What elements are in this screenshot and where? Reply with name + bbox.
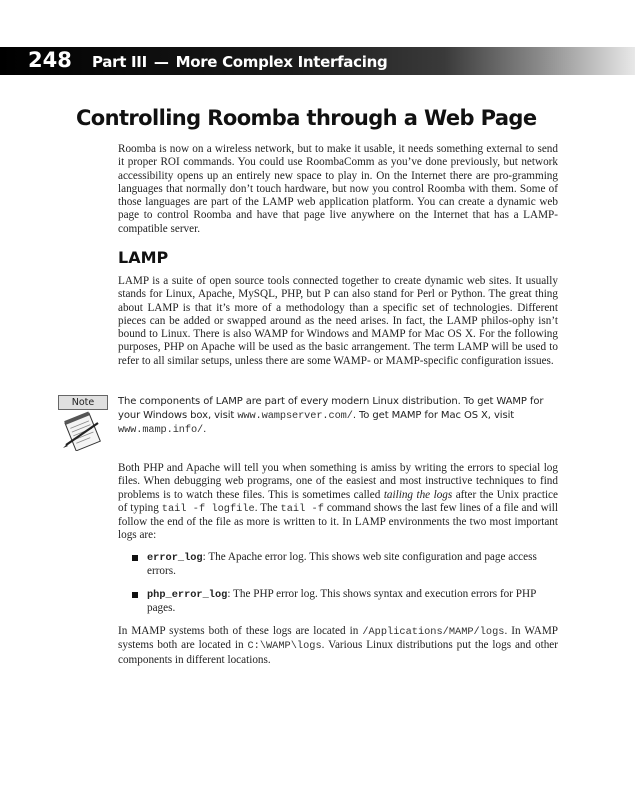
text-span: Both PHP and Apache will tell you when something is amiss by writing the errors to special log files. When debugging web programs, one of the easiest and most instructive techniques to find problems is to watch these files. This is sometimes called	[118, 462, 558, 501]
note-text	[118, 395, 558, 437]
code-wamp-path: C:\WAMP\logs	[247, 640, 322, 653]
text-span: . Various Linux distributions put the logs and other components in different locations.	[118, 639, 558, 666]
code-tail-logfile: tail -f logfile	[161, 502, 255, 515]
page-number: 248	[28, 48, 72, 72]
code-mamp-path: /Applications/MAMP/logs	[362, 626, 505, 638]
note-text-part: .	[203, 424, 207, 435]
code-error-log: error_log	[147, 552, 203, 564]
code-tail-f: tail -f	[280, 502, 324, 515]
wampserver-link[interactable]: www.wampserver.com/	[237, 410, 353, 422]
list-item-text: : The Apache error log. This shows web site configuration and page access errors.	[147, 551, 537, 578]
list-item-text: : The PHP error log. This shows syntax and execution errors for PHP pages.	[147, 587, 536, 614]
list-item	[132, 551, 562, 579]
intro-paragraph: Roomba is now on a wireless network, but to make it usable, it needs something external to send it proper ROI commands. You could use RoombaComm as you’ve done previously, but network accessibility opens up an entirely new space to play in. On the Internet there are pro-gramming languages that normally don’t touch hardware, but now you control Roomba with them. Some of those languages are part of the LAMP web application platform. You can create a dynamic web page to control Roomba and have that page live anywhere on the Internet that has a LAMP-compatible server.	[118, 143, 558, 235]
list-item	[132, 588, 562, 616]
note-text-part: The components of LAMP are part of every modern Linux distribution. To get WAMP for your Windows box, visit	[118, 396, 544, 421]
emphasis-text: tailing the logs	[383, 488, 453, 501]
lamp-paragraph: LAMP is a suite of open source tools connected together to create dynamic web sites. It usually stands for Linux, Apache, MySQL, PHP, but P can also stand for Perl or Python. The great thing about LAMP is that it’s more of a methodology than a specific set of technologies. Different pieces can be added or swapped around as the need arises. In fact, the LAMP philos-ophy isn’t bound to Linux. There is also WAMP for Windows and MAMP for Mac OS X. For the following purposes, PHP on Apache will be used as the basic arrangement. The term LAMP will be used to refer to all similar setups, unless there are some WAMP- or MAMP-specific configuration issues.	[118, 275, 558, 367]
text-span: after the Unix practice of typing	[118, 488, 558, 514]
code-php-error-log: php_error_log	[147, 588, 228, 601]
part-name: More Complex Interfacing	[175, 53, 388, 71]
mamp-link[interactable]: www.mamp.info/	[118, 424, 204, 436]
final-paragraph	[118, 625, 558, 667]
text-span: . The	[254, 501, 281, 514]
note-label: Note	[58, 395, 108, 410]
note-box	[58, 395, 110, 451]
text-span: In MAMP systems both of these logs are located in	[118, 625, 363, 637]
logs-paragraph	[118, 462, 558, 543]
text-span: command shows the last few lines of a file and will follow the end of the file as more is written to it. In LAMP environments the two most important logs are:	[118, 501, 558, 542]
logs-list	[132, 551, 562, 624]
part-title	[92, 53, 387, 71]
bullet-square-icon	[132, 555, 138, 561]
text-span: . In WAMP systems both are located in	[118, 625, 558, 652]
note-notepad-icon	[58, 411, 108, 451]
part-label: Part III	[92, 53, 147, 71]
note-text-part: . To get MAMP for Mac OS X, visit	[352, 410, 515, 421]
bullet-square-icon	[132, 592, 138, 598]
lamp-heading: LAMP	[118, 248, 169, 267]
part-separator: —	[153, 53, 169, 71]
section-title: Controlling Roomba through a Web Page	[76, 106, 537, 130]
